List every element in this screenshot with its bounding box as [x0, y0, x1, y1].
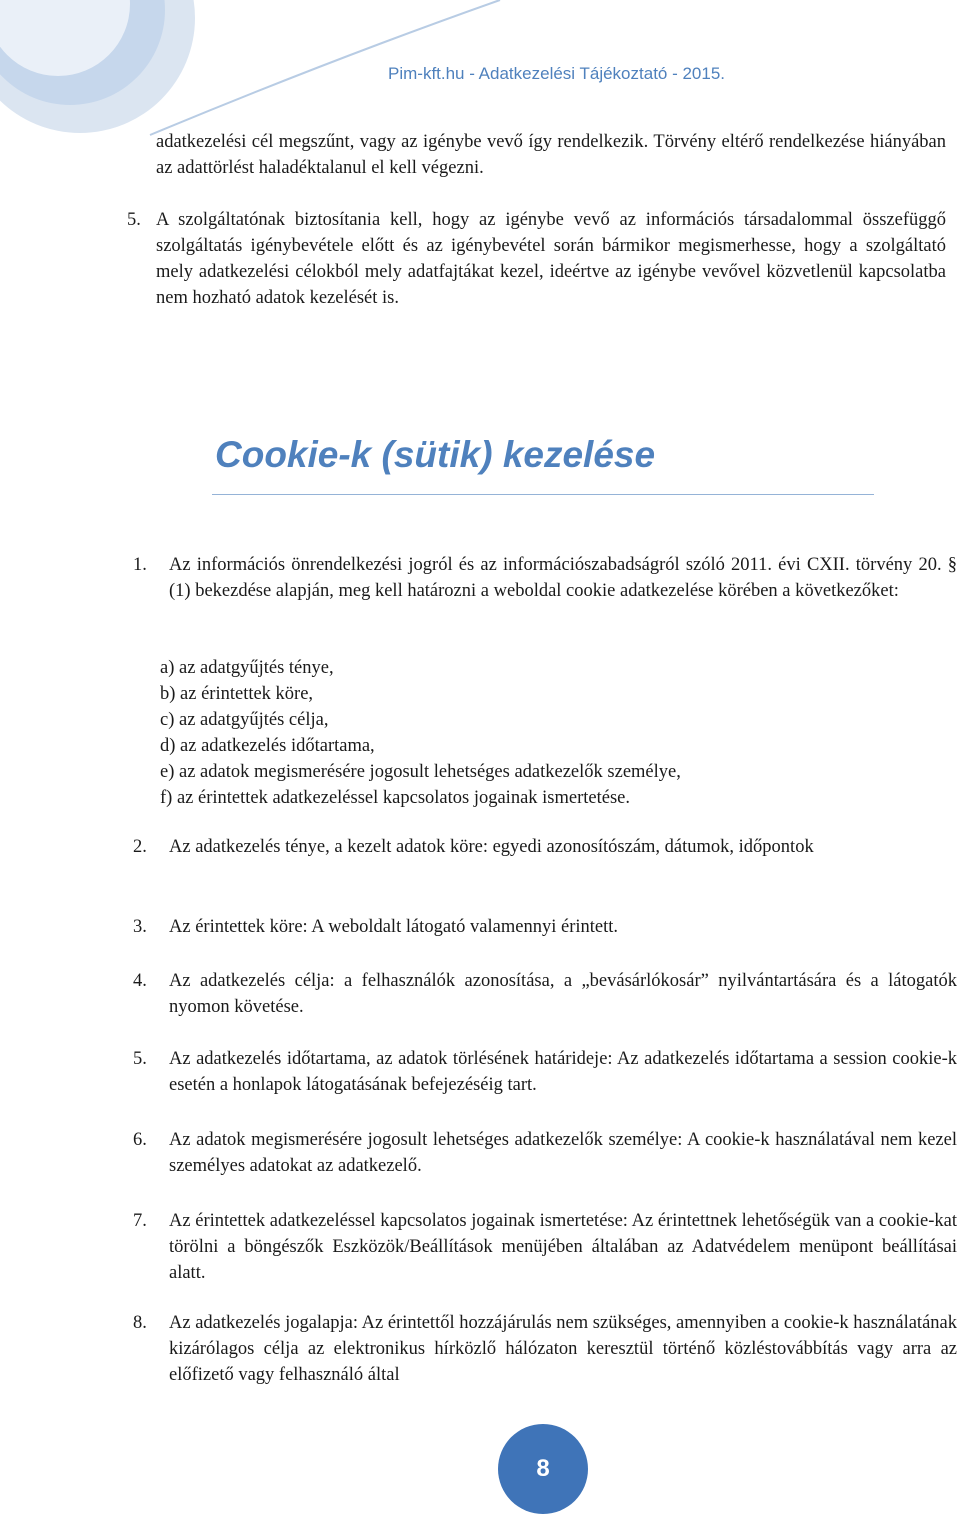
- item-6-number: 6.: [133, 1130, 147, 1150]
- item-1-text: Az információs önrendelkezési jogról és az információszabadságról szóló 2011. évi CXII. törvény 20. § (1) bekezdése alapján, meg kell határozni a weboldal cookie adatkezelése körében a következőket:: [169, 555, 957, 601]
- item-8-text: Az adatkezelés jogalapja: Az érintettől hozzájárulás nem szükséges, amennyiben a cookie-k használatának kizárólagos célja az elektronikus hírközlő hálózaton keresztül történő közléstovábbítás vagy arra az előfizető vagy felhasználó által: [169, 1313, 957, 1385]
- item-7-text: Az érintettek adatkezeléssel kapcsolatos jogainak ismertetése: Az érintettnek lehetőségük van a cookie-kat törölni a böngészők Eszközök/Beállítások menüjében általában az Adatvédelem menüpont beállításai alatt.: [169, 1211, 957, 1283]
- item-3-text: Az érintettek köre: A weboldalt látogató valamennyi érintett.: [169, 917, 618, 937]
- subitem-b: b) az érintettek köre,: [160, 684, 314, 704]
- subitem-e: e) az adatok megismerésére jogosult lehetséges adatkezelők személye,: [160, 762, 681, 782]
- intro-item-5-number: 5.: [127, 210, 141, 230]
- item-2-number: 2.: [133, 837, 147, 857]
- subitem-c: c) az adatgyűjtés célja,: [160, 710, 329, 730]
- section-title: Cookie-k (sütik) kezelése: [215, 434, 656, 475]
- page-number: 8: [536, 1455, 550, 1482]
- item-5-text: Az adatkezelés időtartama, az adatok törlésének határideje: Az adatkezelés időtartama a session cookie-k esetén a honlapok látogatásának befejezéséig tart.: [169, 1049, 957, 1095]
- item-4-number: 4.: [133, 971, 147, 991]
- page-number-badge: [498, 1424, 588, 1514]
- item-3-number: 3.: [133, 917, 147, 937]
- item-7-number: 7.: [133, 1211, 147, 1231]
- item-4-text: Az adatkezelés célja: a felhasználók azonosítása, a „bevásárlókosár” nyilvántartására és a látogatók nyomon követése.: [169, 971, 957, 1017]
- item-8-number: 8.: [133, 1313, 147, 1333]
- item-5-number: 5.: [133, 1049, 147, 1069]
- title-underline: [212, 494, 874, 495]
- item-1-number: 1.: [133, 555, 147, 575]
- item-6-text: Az adatok megismerésére jogosult lehetséges adatkezelők személye: A cookie-k használatával nem kezel személyes adatokat az adatkezelő.: [169, 1130, 957, 1176]
- subitem-d: d) az adatkezelés időtartama,: [160, 736, 375, 756]
- intro-item-5-text: A szolgáltatónak biztosítania kell, hogy az igénybe vevő az információs társadalommal összefüggő szolgáltatás igénybevétele előtt és az igénybevétel során bármikor megismerhesse, hogy a szolgáltató mely adatkezelési célokból mely adatfajtákat kezel, ideértve az igénybe vevővel közvetlenül kapcsolatba nem hozható adatok kezelését is.: [156, 210, 946, 308]
- intro-continuation: adatkezelési cél megszűnt, vagy az igénybe vevő így rendelkezik. Törvény eltérő rendelkezése hiányában az adattörlést haladéktalanul el kell végezni.: [156, 132, 946, 178]
- subitem-a: a) az adatgyűjtés ténye,: [160, 658, 334, 678]
- item-2-text: Az adatkezelés ténye, a kezelt adatok köre: egyedi azonosítószám, dátumok, időpontok: [169, 837, 814, 857]
- page-header-title: Pim-kft.hu - Adatkezelési Tájékoztató - 2015.: [388, 64, 726, 83]
- subitem-f: f) az érintettek adatkezeléssel kapcsolatos jogainak ismertetése.: [160, 788, 630, 808]
